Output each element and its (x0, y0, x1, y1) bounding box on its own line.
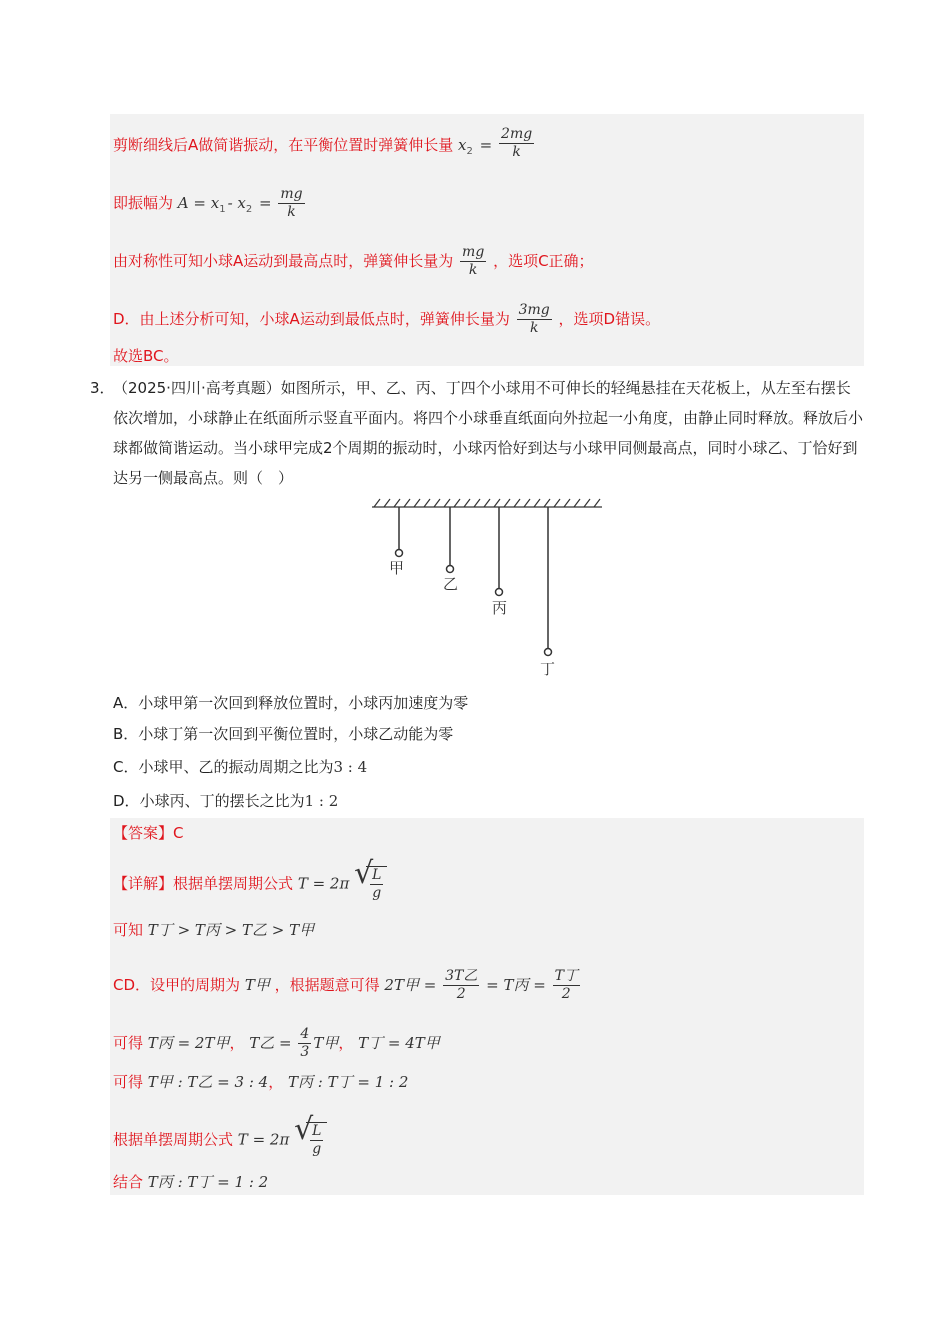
detail-line-1 (113, 856, 387, 902)
option-math: 1 : 2 (304, 792, 339, 810)
separator: ， (338, 1034, 354, 1052)
math-expr: T甲 (313, 1034, 339, 1052)
detail-tag: 【详解】 (113, 874, 174, 893)
option-label: D． (113, 792, 140, 810)
text: ，选项C正确； (493, 252, 594, 270)
ceiling-hatch (372, 499, 602, 507)
option-b[interactable] (113, 723, 453, 744)
option-label: C． (113, 758, 139, 776)
text: 由对称性可知小球A运动到最高点时，弹簧伸长量为 (113, 252, 454, 270)
option-text: 小球甲、乙的振动周期之比为 (138, 758, 334, 776)
solution-line-4 (113, 302, 660, 337)
solution-line-5 (113, 346, 179, 366)
text: ，选项D错误。 (558, 310, 661, 328)
detail-line-6 (113, 1112, 327, 1158)
label-bing: 丙 (492, 599, 508, 617)
pendulum-figure (368, 496, 608, 682)
sqrt: √ $\frac{L}{g}$ (354, 866, 387, 902)
text: ，根据题意可得 (274, 976, 380, 994)
math-expr: T = 2π (297, 874, 350, 893)
math-expr: T = 2π (237, 1130, 290, 1149)
answer-line (113, 823, 184, 843)
question-number: 3． (90, 379, 115, 397)
text: 结合 (113, 1173, 144, 1191)
math-expr: T丁 > T丙 > T乙 > T甲 (147, 921, 315, 939)
label-jia: 甲 (389, 559, 405, 577)
option-text: 小球丁第一次回到平衡位置时，小球乙动能为零 (138, 725, 454, 743)
answer-value: C (173, 824, 184, 842)
fraction: $\frac{\text{T丁}}{2}$ (554, 968, 578, 1002)
separator: ， (268, 1073, 284, 1091)
answer-tag: 【答案】 (113, 824, 174, 842)
math-expr: T丙 : T丁 = 1 : 2 (287, 1073, 409, 1091)
text: D．由上述分析可知，小球A运动到最低点时，弹簧伸长量为 (113, 310, 510, 328)
option-label: B． (113, 725, 139, 743)
math-var: T甲 (244, 976, 270, 994)
fraction: $\frac{mg}{k}$ (462, 244, 485, 278)
equals: = (479, 136, 493, 154)
label-yi: 乙 (443, 575, 459, 593)
option-label: A． (113, 694, 139, 712)
detail-line-5 (113, 1072, 408, 1092)
math-expr: T丙 : T丁 = 1 : 2 (147, 1173, 269, 1191)
text: 可知 (113, 921, 144, 939)
option-math: 3 : 4 (333, 758, 368, 776)
text: CD．设甲的周期为 (113, 976, 241, 994)
detail-line-3 (113, 968, 582, 1003)
detail-line-4 (113, 1026, 440, 1061)
math-expr: T丁 = 4T甲 (358, 1034, 440, 1052)
math-expr: 2T甲 = (384, 976, 437, 994)
math-expr: = T丙 = (486, 976, 546, 994)
text: 根据单摆周期公式 (113, 1130, 234, 1149)
math-expr: T乙 = (249, 1034, 292, 1052)
math-var: $x_2$ (458, 136, 473, 157)
text: 即振幅为 (113, 194, 174, 212)
solution-line-1 (113, 128, 536, 163)
option-a[interactable] (113, 692, 468, 713)
pendulum-yi (447, 507, 454, 573)
fraction: $\frac{mg}{k}$ (280, 186, 303, 220)
pendulum-ding (545, 507, 552, 656)
math-expr: $A = x_1 - x_2$ (177, 194, 253, 215)
fraction: $\frac{\text{3T乙}}{2}$ (445, 968, 478, 1002)
fraction: $\frac{3mg}{k}$ (518, 302, 550, 336)
fraction: $\frac{2mg}{k}$ (501, 126, 533, 160)
option-text: 小球甲第一次回到释放位置时，小球丙加速度为零 (138, 694, 469, 712)
separator: ， (229, 1034, 245, 1052)
math-expr: T甲 : T乙 = 3 : 4 (147, 1073, 269, 1091)
pendulum-bing (496, 507, 503, 596)
text: 剪断细线后A做简谐振动，在平衡位置时弹簧伸长量 (113, 136, 454, 154)
option-c[interactable] (113, 756, 367, 777)
fraction: $\frac{4}{3}$ (300, 1026, 310, 1060)
solution-line-2 (113, 186, 307, 221)
option-text: 小球丙、丁的摆长之比为 (139, 792, 305, 810)
solution-line-3 (113, 244, 594, 279)
pendulum-jia (396, 507, 403, 557)
text: 故选BC。 (113, 347, 179, 365)
math-expr: T丙 = 2T甲 (147, 1034, 230, 1052)
option-d[interactable] (113, 790, 338, 811)
detail-line-2 (113, 920, 314, 940)
detail-line-7 (113, 1172, 268, 1192)
sqrt: √ $\frac{L}{g}$ (294, 1122, 327, 1158)
text: 根据单摆周期公式 (173, 874, 294, 893)
question-text: （2025·四川·高考真题）如图所示，甲、乙、丙、丁四个小球用不可伸长的轻绳悬挂在天花板上，从左至右摆长依次增加，小球静止在纸面所示竖直平面内。将四个小球垂直纸面向外拉起一小角度，由静止同时释放。释放后小球都做简谐运动。当小球甲完成2个周期的振动时，小球丙恰好到达与小球甲同侧最高点，同时小球乙、丁恰好到达另一侧最高点。则（ ） (113, 379, 864, 487)
text: 可得 (113, 1073, 144, 1091)
equals: = (259, 194, 272, 212)
text: 可得 (113, 1034, 144, 1052)
label-ding: 丁 (540, 660, 556, 678)
